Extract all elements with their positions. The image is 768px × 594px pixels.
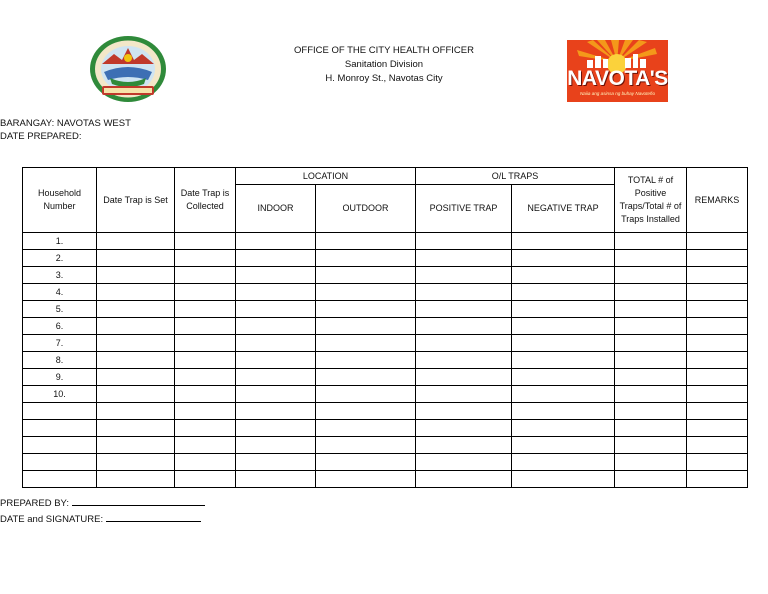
table-cell[interactable] bbox=[615, 352, 687, 369]
table-cell[interactable] bbox=[687, 250, 748, 267]
table-body bbox=[23, 233, 748, 488]
table-cell[interactable] bbox=[512, 335, 615, 352]
table-cell[interactable] bbox=[316, 318, 416, 335]
table-cell[interactable] bbox=[316, 284, 416, 301]
header-remarks: REMARKS bbox=[687, 168, 748, 233]
table-cell[interactable] bbox=[175, 284, 236, 301]
table-cell[interactable] bbox=[687, 471, 748, 488]
office-header bbox=[250, 44, 518, 86]
table-cell[interactable] bbox=[687, 420, 748, 437]
table-cell[interactable] bbox=[416, 386, 512, 403]
table-row bbox=[23, 403, 748, 420]
header-outdoor: OUTDOOR bbox=[316, 185, 416, 233]
table-row bbox=[23, 437, 748, 454]
table-cell[interactable] bbox=[97, 267, 175, 284]
table-cell[interactable] bbox=[236, 454, 316, 471]
table-cell[interactable] bbox=[236, 250, 316, 267]
table-cell[interactable] bbox=[615, 233, 687, 250]
table-cell[interactable] bbox=[615, 386, 687, 403]
table-cell[interactable] bbox=[512, 318, 615, 335]
date-signature-row bbox=[0, 512, 205, 528]
table-cell[interactable] bbox=[97, 301, 175, 318]
household-number-cell[interactable]: 10. bbox=[23, 386, 97, 403]
table-cell[interactable] bbox=[615, 454, 687, 471]
prepared-by-label: PREPARED BY: bbox=[0, 498, 69, 509]
table-cell[interactable] bbox=[687, 454, 748, 471]
table-row bbox=[23, 420, 748, 437]
table-cell[interactable] bbox=[615, 471, 687, 488]
table-cell[interactable] bbox=[512, 233, 615, 250]
table-cell[interactable] bbox=[512, 267, 615, 284]
table-cell[interactable] bbox=[316, 335, 416, 352]
table-row bbox=[23, 454, 748, 471]
table-cell[interactable] bbox=[316, 471, 416, 488]
table-row bbox=[23, 335, 748, 352]
table-cell[interactable] bbox=[512, 301, 615, 318]
table-cell[interactable] bbox=[316, 403, 416, 420]
date-signature-line[interactable] bbox=[106, 512, 201, 522]
table-cell[interactable] bbox=[175, 352, 236, 369]
header-date-trap-collected: Date Trap is Collected bbox=[175, 168, 236, 233]
table-cell[interactable] bbox=[316, 233, 416, 250]
table-cell[interactable] bbox=[175, 369, 236, 386]
table-cell[interactable] bbox=[236, 437, 316, 454]
household-number-cell[interactable] bbox=[23, 403, 97, 420]
table-row bbox=[23, 352, 748, 369]
table-row bbox=[23, 284, 748, 301]
table-cell[interactable] bbox=[416, 301, 512, 318]
table-cell[interactable] bbox=[236, 301, 316, 318]
table-cell[interactable] bbox=[615, 403, 687, 420]
table-cell[interactable] bbox=[316, 420, 416, 437]
table-row bbox=[23, 250, 748, 267]
prepared-by-row bbox=[0, 496, 205, 512]
household-number-cell[interactable]: 6. bbox=[23, 318, 97, 335]
table-cell[interactable] bbox=[687, 403, 748, 420]
household-number-cell[interactable]: 3. bbox=[23, 267, 97, 284]
table-cell[interactable] bbox=[175, 471, 236, 488]
household-number-cell[interactable]: 4. bbox=[23, 284, 97, 301]
table-cell[interactable] bbox=[512, 386, 615, 403]
table-cell[interactable] bbox=[316, 437, 416, 454]
table-cell[interactable] bbox=[687, 369, 748, 386]
office-title: OFFICE OF THE CITY HEALTH OFFICER bbox=[294, 45, 474, 56]
table-cell[interactable] bbox=[236, 386, 316, 403]
table-cell[interactable] bbox=[416, 284, 512, 301]
table-cell[interactable] bbox=[175, 233, 236, 250]
table-cell[interactable] bbox=[97, 250, 175, 267]
table-cell[interactable] bbox=[175, 250, 236, 267]
table-cell[interactable] bbox=[175, 420, 236, 437]
table-cell[interactable] bbox=[236, 420, 316, 437]
table-cell[interactable] bbox=[316, 454, 416, 471]
table-cell[interactable] bbox=[175, 437, 236, 454]
table-cell[interactable] bbox=[687, 386, 748, 403]
table-cell[interactable] bbox=[97, 437, 175, 454]
table-cell[interactable] bbox=[416, 352, 512, 369]
table-cell[interactable] bbox=[236, 403, 316, 420]
navotas-logo bbox=[567, 40, 668, 102]
table-cell[interactable] bbox=[97, 420, 175, 437]
table-cell[interactable] bbox=[687, 301, 748, 318]
table-cell[interactable] bbox=[236, 335, 316, 352]
table-cell[interactable] bbox=[687, 437, 748, 454]
household-number-cell[interactable]: 1. bbox=[23, 233, 97, 250]
table-cell[interactable] bbox=[97, 454, 175, 471]
table-cell[interactable] bbox=[615, 284, 687, 301]
table-cell[interactable] bbox=[236, 233, 316, 250]
table-cell[interactable] bbox=[175, 403, 236, 420]
logo-tagline: Naiia ang asinsa ng buhay Navoteño bbox=[579, 91, 656, 96]
table-cell[interactable] bbox=[316, 352, 416, 369]
table-cell[interactable] bbox=[97, 386, 175, 403]
table-cell[interactable] bbox=[416, 403, 512, 420]
table-cell[interactable] bbox=[316, 386, 416, 403]
table-cell[interactable] bbox=[97, 318, 175, 335]
date-prepared-label: DATE PREPARED: bbox=[0, 131, 82, 142]
table-cell[interactable] bbox=[416, 369, 512, 386]
table-cell[interactable] bbox=[615, 267, 687, 284]
table-cell[interactable] bbox=[97, 233, 175, 250]
table-cell[interactable] bbox=[97, 284, 175, 301]
division-name: Sanitation Division bbox=[344, 59, 424, 70]
table-cell[interactable] bbox=[236, 267, 316, 284]
table-cell[interactable] bbox=[512, 454, 615, 471]
table-cell[interactable] bbox=[512, 352, 615, 369]
household-number-cell[interactable] bbox=[23, 420, 97, 437]
table-cell[interactable] bbox=[97, 352, 175, 369]
table-cell[interactable] bbox=[236, 284, 316, 301]
date-signature-label: DATE and SIGNATURE: bbox=[0, 513, 104, 525]
table-cell[interactable] bbox=[416, 471, 512, 488]
table-row bbox=[23, 318, 748, 335]
household-number-cell[interactable] bbox=[23, 471, 97, 488]
household-number-cell[interactable]: 8. bbox=[23, 352, 97, 369]
prepared-by-line[interactable] bbox=[72, 496, 205, 506]
table-cell[interactable] bbox=[615, 301, 687, 318]
header-negative-trap: NEGATIVE TRAP bbox=[512, 185, 615, 233]
table-cell[interactable] bbox=[416, 335, 512, 352]
table-cell[interactable] bbox=[687, 267, 748, 284]
table-cell[interactable] bbox=[615, 369, 687, 386]
header-ol-traps: O/L TRAPS bbox=[416, 168, 615, 185]
table-cell[interactable] bbox=[97, 335, 175, 352]
table-row bbox=[23, 301, 748, 318]
table-cell[interactable] bbox=[615, 318, 687, 335]
household-number-cell[interactable] bbox=[23, 437, 97, 454]
table-cell[interactable] bbox=[175, 386, 236, 403]
table-cell[interactable] bbox=[175, 335, 236, 352]
household-number-cell[interactable] bbox=[23, 454, 97, 471]
table-row bbox=[23, 267, 748, 284]
table-cell[interactable] bbox=[175, 267, 236, 284]
table-cell[interactable] bbox=[236, 471, 316, 488]
household-number-cell[interactable]: 2. bbox=[23, 250, 97, 267]
table-cell[interactable] bbox=[416, 437, 512, 454]
header-total-positive-traps: TOTAL # of Positive Traps/Total # of Traps Installed bbox=[615, 168, 687, 233]
table-cell[interactable] bbox=[512, 369, 615, 386]
table-cell[interactable] bbox=[316, 301, 416, 318]
header-indoor: INDOOR bbox=[236, 185, 316, 233]
table-row bbox=[23, 471, 748, 488]
table-cell[interactable] bbox=[316, 250, 416, 267]
table-cell[interactable] bbox=[512, 250, 615, 267]
header-location: LOCATION bbox=[236, 168, 416, 185]
table-cell[interactable] bbox=[615, 335, 687, 352]
table-cell[interactable] bbox=[97, 403, 175, 420]
table-cell[interactable] bbox=[416, 250, 512, 267]
table-cell[interactable] bbox=[236, 352, 316, 369]
table-cell[interactable] bbox=[236, 318, 316, 335]
table-cell[interactable] bbox=[512, 420, 615, 437]
table-cell[interactable] bbox=[512, 437, 615, 454]
table-cell[interactable] bbox=[416, 233, 512, 250]
table-cell[interactable] bbox=[687, 335, 748, 352]
table-row bbox=[23, 386, 748, 403]
table-cell[interactable] bbox=[687, 284, 748, 301]
household-number-cell[interactable]: 7. bbox=[23, 335, 97, 352]
trap-monitoring-table bbox=[22, 167, 748, 488]
table-cell[interactable] bbox=[175, 454, 236, 471]
barangay-label: BARANGAY: NAVOTAS WEST bbox=[0, 118, 131, 129]
table-cell[interactable] bbox=[316, 369, 416, 386]
table-cell[interactable] bbox=[236, 369, 316, 386]
table-cell[interactable] bbox=[512, 471, 615, 488]
header-date-trap-set: Date Trap is Set bbox=[97, 168, 175, 233]
header-household-number: Household Number bbox=[23, 168, 97, 233]
city-seal-icon bbox=[88, 34, 168, 104]
table-cell[interactable] bbox=[416, 454, 512, 471]
header-positive-trap: POSITIVE TRAP bbox=[416, 185, 512, 233]
form-meta bbox=[0, 117, 131, 143]
household-number-cell[interactable]: 5. bbox=[23, 301, 97, 318]
office-address: H. Monroy St., Navotas City bbox=[325, 73, 443, 84]
logo-wordmark: NAVOTA'S bbox=[567, 67, 668, 90]
table-cell[interactable] bbox=[687, 352, 748, 369]
table-cell[interactable] bbox=[512, 403, 615, 420]
table-cell[interactable] bbox=[175, 318, 236, 335]
household-number-cell[interactable]: 9. bbox=[23, 369, 97, 386]
table-cell[interactable] bbox=[316, 267, 416, 284]
form-footer bbox=[0, 496, 205, 527]
table-row bbox=[23, 233, 748, 250]
table-cell[interactable] bbox=[416, 420, 512, 437]
table-cell[interactable] bbox=[687, 233, 748, 250]
table-cell[interactable] bbox=[97, 471, 175, 488]
table-cell[interactable] bbox=[615, 437, 687, 454]
table-cell[interactable] bbox=[615, 250, 687, 267]
table-cell[interactable] bbox=[97, 369, 175, 386]
table-cell[interactable] bbox=[512, 284, 615, 301]
table-cell[interactable] bbox=[615, 420, 687, 437]
table-row bbox=[23, 369, 748, 386]
table-cell[interactable] bbox=[175, 301, 236, 318]
table-cell[interactable] bbox=[687, 318, 748, 335]
table-cell[interactable] bbox=[416, 267, 512, 284]
table-cell[interactable] bbox=[416, 318, 512, 335]
